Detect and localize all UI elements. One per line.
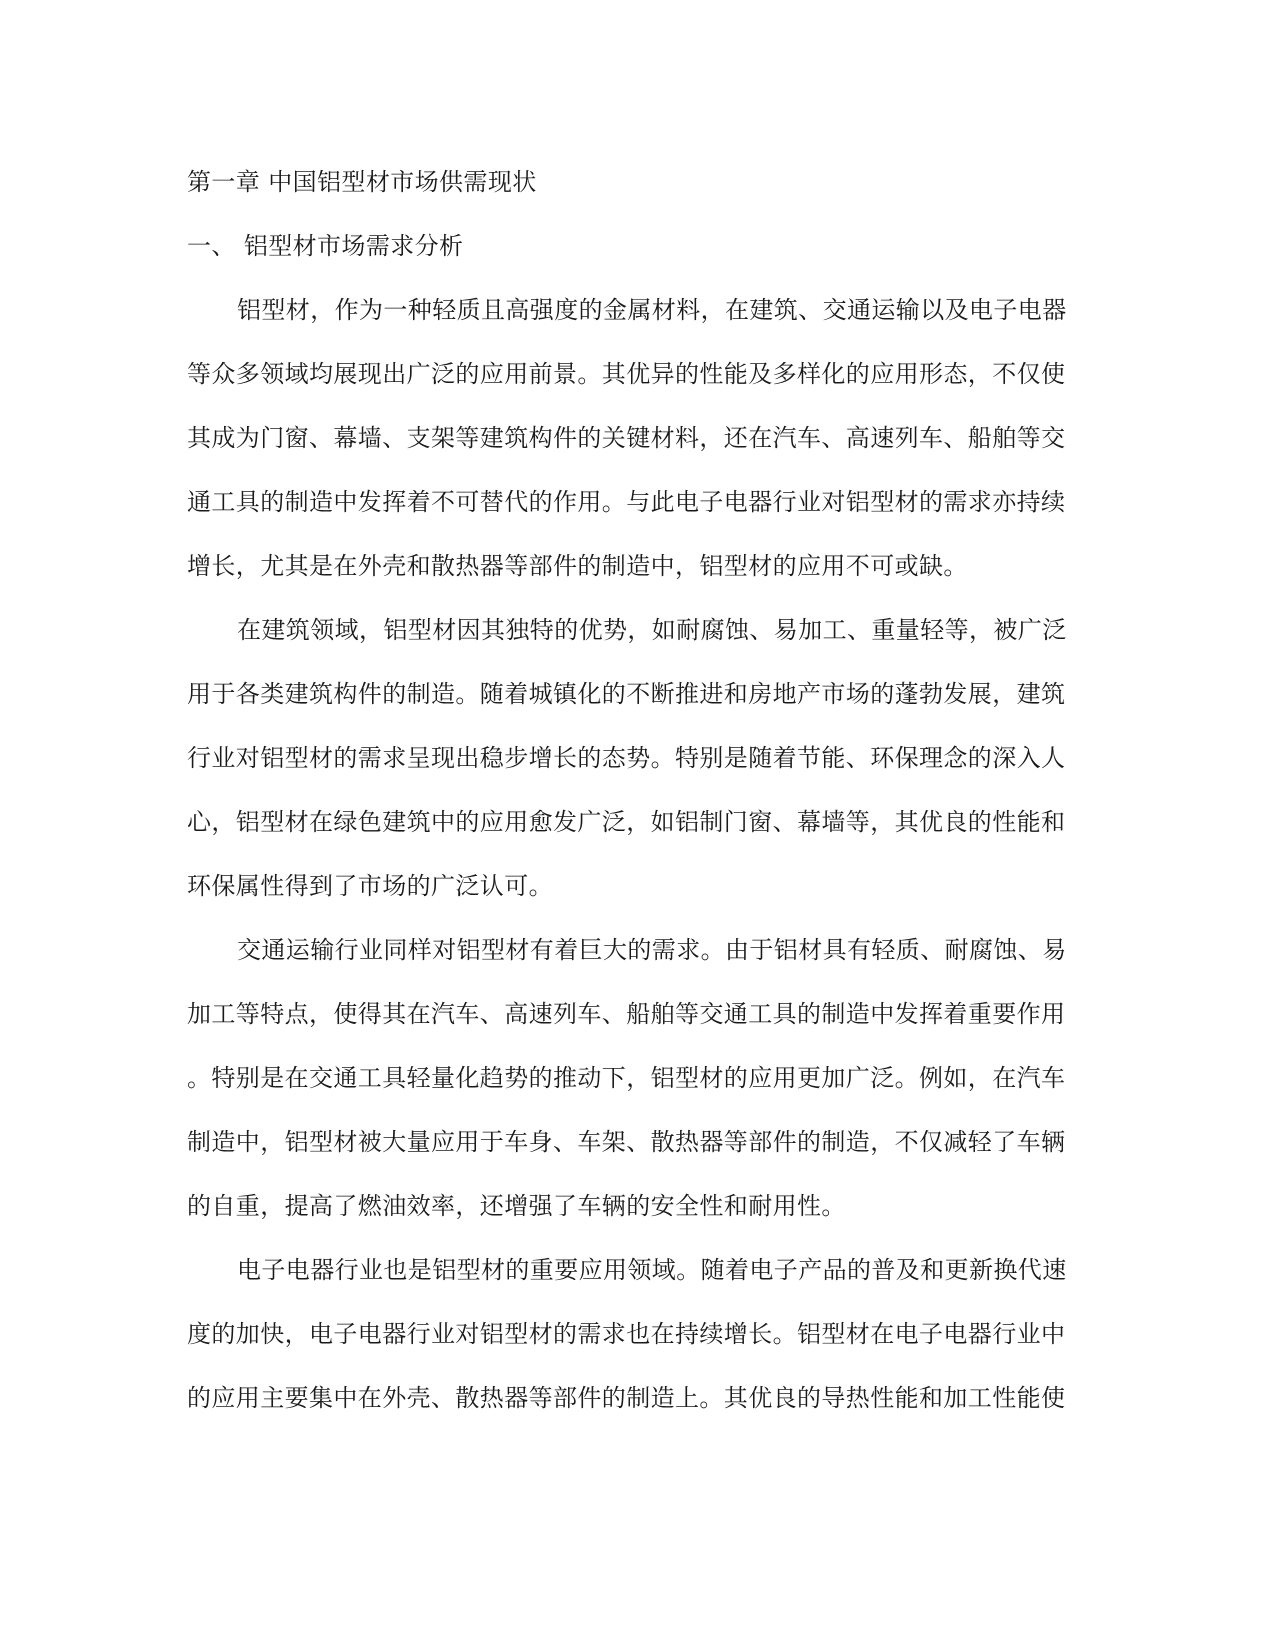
paragraph-line: 通工具的制造中发挥着不可替代的作用。与此电子电器行业对铝型材的需求亦持续 <box>187 488 1066 516</box>
paragraph-line: 在建筑领域，铝型材因其独特的优势，如耐腐蚀、易加工、重量轻等，被广泛 <box>237 616 1067 644</box>
chapter-title: 第一章 中国铝型材市场供需现状 <box>187 168 537 196</box>
paragraph-3 <box>187 918 1089 1238</box>
paragraph-1 <box>187 278 1089 598</box>
paragraph-line: 铝型材，作为一种轻质且高强度的金属材料，在建筑、交通运输以及电子电器 <box>237 296 1067 324</box>
paragraph-line: 的应用主要集中在外壳、散热器等部件的制造上。其优良的导热性能和加工性能使 <box>187 1384 1066 1412</box>
paragraph-line: 度的加快，电子电器行业对铝型材的需求也在持续增长。铝型材在电子电器行业中 <box>187 1320 1066 1348</box>
document-body <box>187 150 1089 1430</box>
paragraph-line: 电子电器行业也是铝型材的重要应用领域。随着电子产品的普及和更新换代速 <box>237 1256 1067 1284</box>
paragraph-line: 的自重，提高了燃油效率，还增强了车辆的安全性和耐用性。 <box>187 1192 846 1220</box>
paragraph-line: 交通运输行业同样对铝型材有着巨大的需求。由于铝材具有轻质、耐腐蚀、易 <box>237 936 1067 964</box>
paragraph-line: 。特别是在交通工具轻量化趋势的推动下，铝型材的应用更加广泛。例如，在汽车 <box>187 1064 1066 1092</box>
paragraph-line: 环保属性得到了市场的广泛认可。 <box>187 872 553 900</box>
paragraph-line: 用于各类建筑构件的制造。随着城镇化的不断推进和房地产市场的蓬勃发展，建筑 <box>187 680 1066 708</box>
paragraph-line: 制造中，铝型材被大量应用于车身、车架、散热器等部件的制造，不仅减轻了车辆 <box>187 1128 1066 1156</box>
paragraph-line: 加工等特点，使得其在汽车、高速列车、船舶等交通工具的制造中发挥着重要作用 <box>187 1000 1066 1028</box>
paragraph-2 <box>187 598 1089 918</box>
paragraph-4 <box>187 1238 1089 1430</box>
paragraph-line: 其成为门窗、幕墙、支架等建筑构件的关键材料，还在汽车、高速列车、船舶等交 <box>187 424 1066 452</box>
paragraph-line: 行业对铝型材的需求呈现出稳步增长的态势。特别是随着节能、环保理念的深入人 <box>187 744 1066 772</box>
paragraph-line: 增长，尤其是在外壳和散热器等部件的制造中，铝型材的应用不可或缺。 <box>187 552 968 580</box>
paragraph-line: 心，铝型材在绿色建筑中的应用愈发广泛，如铝制门窗、幕墙等，其优良的性能和 <box>187 808 1066 836</box>
paragraph-line: 等众多领域均展现出广泛的应用前景。其优异的性能及多样化的应用形态，不仅使 <box>187 360 1066 388</box>
section-title: 一、 铝型材市场需求分析 <box>187 232 464 260</box>
